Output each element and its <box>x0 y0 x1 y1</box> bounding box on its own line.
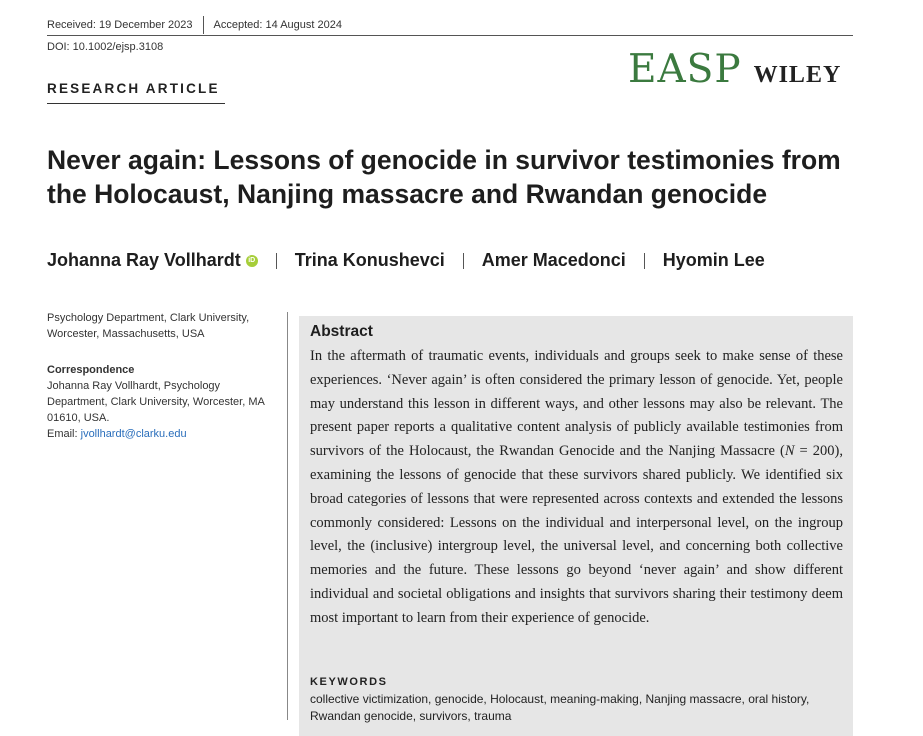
abstract-text <box>310 345 843 631</box>
author-list <box>47 250 765 271</box>
email-label: Email: <box>47 428 81 440</box>
article-type: RESEARCH ARTICLE <box>47 81 220 96</box>
affiliation <box>47 310 277 342</box>
author-separator <box>276 253 277 269</box>
author-name[interactable]: Trina Konushevci <box>294 250 445 270</box>
accepted-date: Accepted: 14 August 2024 <box>213 19 342 31</box>
sidebar-info <box>47 310 277 442</box>
author-name[interactable]: Johanna Ray Vollhardt <box>47 250 241 270</box>
date-separator <box>203 16 204 34</box>
author-separator <box>463 253 464 269</box>
affiliation-line: Psychology Department, Clark University, <box>47 312 250 324</box>
affiliation-line: Worcester, Massachusetts, USA <box>47 328 205 340</box>
correspondence-heading: Correspondence <box>47 364 135 376</box>
author-name[interactable]: Hyomin Lee <box>662 250 765 270</box>
received-date: Received: 19 December 2023 <box>47 19 193 31</box>
article-dates <box>47 16 342 34</box>
header-rule <box>47 35 853 36</box>
article-title: Never again: Lessons of genocide in survivor testimonies from the Holocaust, Nanjing massacre and Rwandan genocide <box>47 145 841 209</box>
author-name[interactable]: Amer Macedonci <box>481 250 626 270</box>
abstract-heading: Abstract <box>310 323 373 340</box>
wiley-logo: WILEY <box>753 62 842 88</box>
email-link[interactable]: jvollhardt@clarku.edu <box>80 428 187 440</box>
keywords-heading: KEYWORDS <box>310 676 388 688</box>
abstract-n-symbol: N <box>784 443 795 460</box>
doi[interactable]: DOI: 10.1002/ejsp.3108 <box>47 41 164 53</box>
correspondence-line: 01610, USA. <box>47 412 110 424</box>
abstract-text-part: = 200), examining the lessons of genocide that these survivors shared publicly. We identified six broad categories of lessons that were represented across contexts and extended the lessons commonly considered: Lessons on the individual and interpersonal level, on the ingroup level, the (inclusive) intergroup level, the universal level, and concerning both collective memories and the future. These lessons go beyond ‘never again’ and show different individual and societal obligations and insights that survivors sharing their testimony deem most important to learn from their experience of genocide. <box>310 443 843 626</box>
keywords-list: collective victimization, genocide, Holocaust, meaning-making, Nanjing massacre, oral history, Rwandan genocide, survivors, trauma <box>310 692 810 723</box>
article-type-underline <box>47 103 225 104</box>
correspondence-line: Johanna Ray Vollhardt, Psychology <box>47 380 221 392</box>
publisher-logos <box>628 46 841 94</box>
correspondence-email <box>47 426 277 442</box>
correspondence-line: Department, Clark University, Worcester, MA <box>47 396 265 408</box>
column-divider <box>287 312 288 720</box>
orcid-icon[interactable]: iD <box>246 255 258 267</box>
abstract-text-part: In the aftermath of traumatic events, individuals and groups seek to make sense of these experiences. ‘Never again’ is often considered the primary lesson of genocide. Yet, people may understand this lesson in different ways, and other lessons may also be relevant. The present paper reports a qualitative content analysis of publicly available testimonies from survivors of the Holocaust, the Rwandan Genocide and the Nanjing Massacre ( <box>310 348 843 460</box>
author-separator <box>644 253 645 269</box>
easp-logo: EASP <box>628 47 742 92</box>
